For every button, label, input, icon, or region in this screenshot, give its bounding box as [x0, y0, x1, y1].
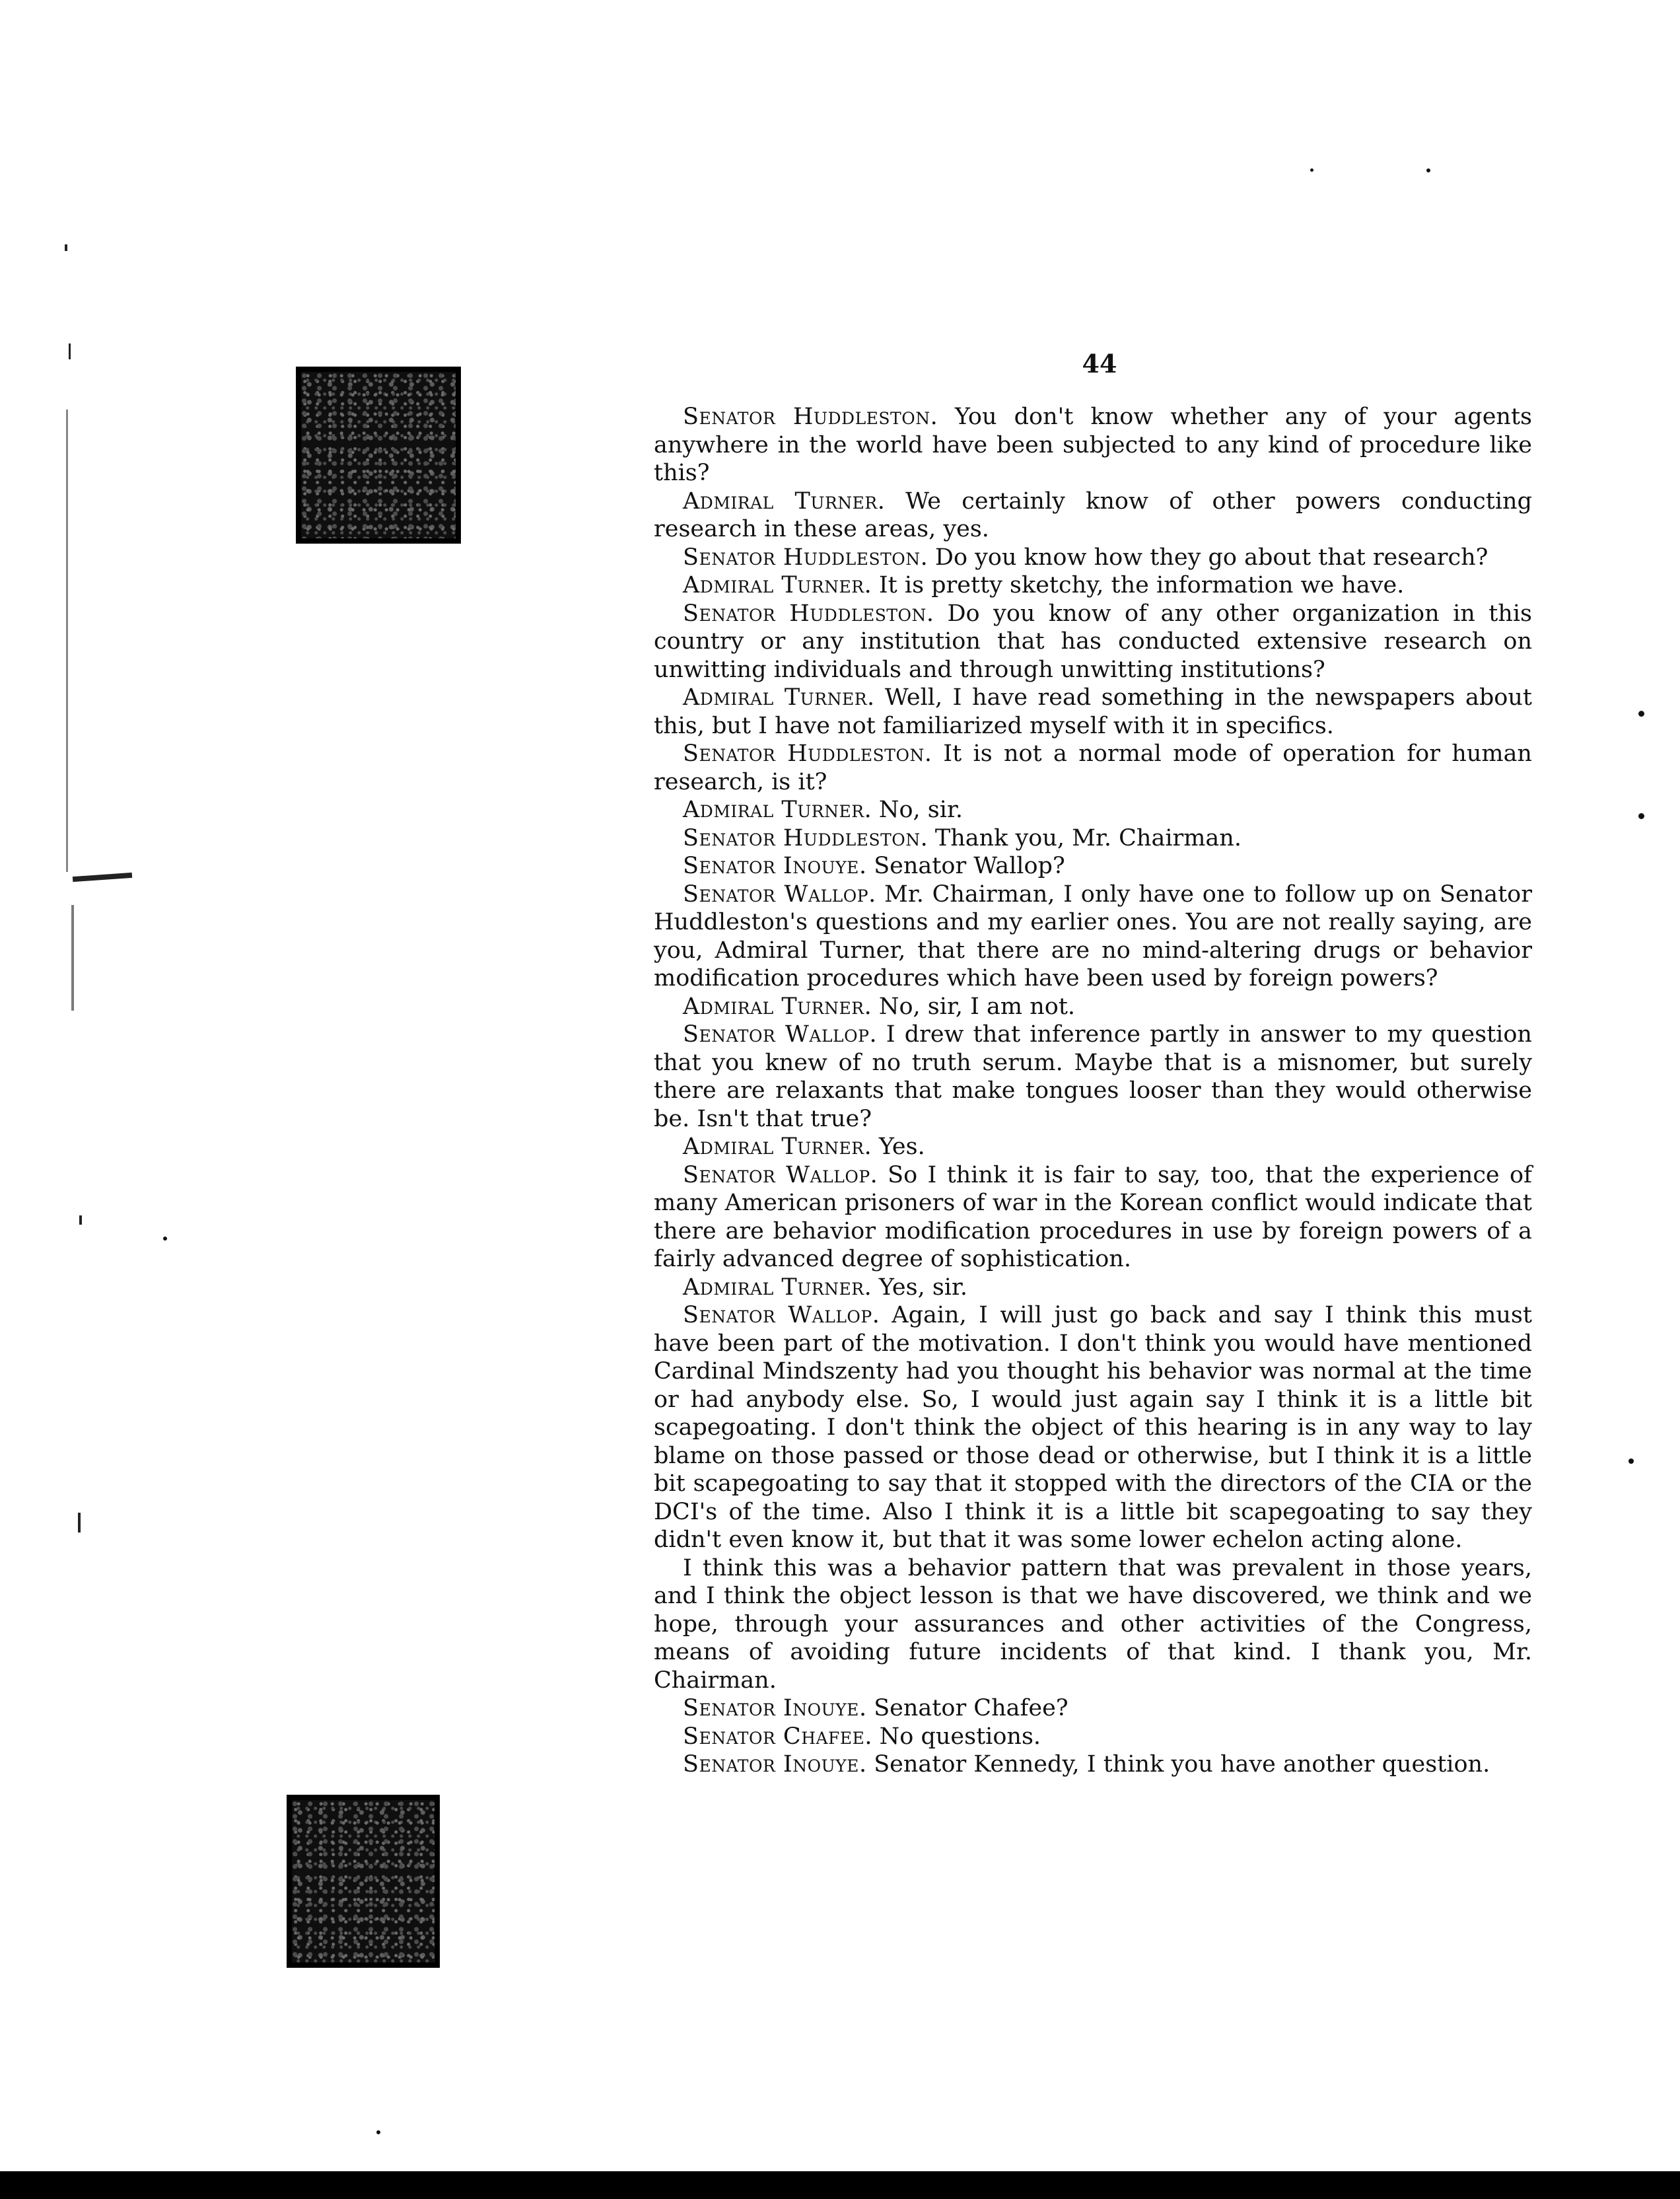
scan-speck [163, 1237, 167, 1241]
scan-dark-block [287, 1795, 440, 1968]
scan-dark-block [296, 367, 461, 544]
scan-speck [1310, 168, 1313, 172]
speech-text: Mr. Chairman, I only have one to follow up on Senator Huddleston's questions and my earlier ones. You are not really saying, are you, Admiral Turner, that there are no mind-altering drugs or behavior modification procedures which have been used by foreign powers? [654, 881, 1532, 991]
speaker-name: Senator Chafee [683, 1723, 865, 1750]
transcript-paragraph: Senator Wallop. Again, I will just go back and say I think this must have been part of the motivation. I don't think you would have mentioned Cardinal Mindszenty had you thought his behavior was normal at the time or had anybody else. So, I would just again say I think it is a little bit scapegoating. I don't think the object of this hearing is in any way to lay blame on those passed or those dead or otherwise, but I think it is a little bit scapegoating to say that it stopped with the directors of the CIA or the DCI's of the time. Also I think it is a little bit scapegoating to say they didn't even know it, but that it was some lower echelon acting alone. [654, 1302, 1532, 1553]
speaker-name: Admiral Turner [683, 1274, 864, 1301]
scan-edge-mark [73, 873, 132, 882]
speaker-name: Senator Inouye [683, 1751, 859, 1778]
speaker-name: Admiral Turner [683, 487, 878, 515]
scan-bottom-edge [0, 2171, 1680, 2199]
page-number: 44 [1082, 349, 1117, 379]
speaker-name: Senator Huddleston [683, 600, 927, 627]
speech-text: Do you know of any other organization in this country or any institution that has conducted extensive research on unwitting individuals and through unwitting institutions? [654, 600, 1532, 683]
speaker-name: Senator Huddleston [683, 404, 930, 430]
transcript-paragraph [654, 1554, 1532, 1695]
transcript-paragraph: Admiral Turner. Yes, sir. [683, 1274, 968, 1301]
speech-text: So I think it is fair to say, too, that the experience of many American prisoners of war in the Korean conflict would indicate that there are behavior modification procedures in use by foreign powers of a fairly advanced degree of sophistication. [654, 1161, 1532, 1272]
speech-text: Thank you, Mr. Chairman. [934, 824, 1242, 851]
scan-edge-mark [71, 905, 74, 1011]
transcript-paragraph: Senator Wallop. I drew that inference partly in answer to my question that you knew of no truth serum. Maybe that is a misnomer, but surely there are relaxants that make tongues looser than they would otherwise be. Isn't that true? [654, 1021, 1532, 1132]
speech-text: Again, I will just go back and say I think this must have been part of the motivation. I don't think you would have mentioned Cardinal Mindszenty had you thought his behavior was normal at the time or had anybody else. So, I would just again say I think it is a little bit scapegoating. I don't think the object of this hearing is in any way to lay blame on those passed or those dead or otherwise, but I think it is a little bit scapegoating to say that it stopped with the directors of the CIA or the DCI's of the time. Also I think it is a little bit scapegoating to say they didn't even know it, but that it was some lower echelon acting alone. [654, 1302, 1532, 1553]
scan-speck [1628, 1459, 1634, 1464]
scan-speck [1638, 813, 1644, 819]
speech-text: No, sir, I am not. [878, 993, 1076, 1020]
speech-text: It is pretty sketchy, the information we have. [878, 572, 1405, 598]
transcript-paragraph: Admiral Turner. We certainly know of other powers conducting research in these areas, yes. [654, 487, 1532, 542]
speech-text: Senator Chafee? [874, 1695, 1068, 1721]
transcript-paragraph: Senator Inouye. Senator Wallop? [683, 853, 1065, 879]
transcript-paragraph: Senator Huddleston. Do you know how they go about that research? [683, 544, 1488, 571]
speech-text: I think this was a behavior pattern that was prevalent in those years, and I think the object lesson is that we have discovered, we think and we hope, through your assurances and other activities of the Congress, means of avoiding future incidents of that kind. I thank you, Mr. Chairman. [654, 1554, 1532, 1694]
scan-edge-mark [66, 410, 68, 872]
speaker-name: Admiral Turner [683, 993, 864, 1020]
transcript-paragraph: Senator Wallop. So I think it is fair to say, too, that the experience of many American prisoners of war in the Korean conflict would indicate that there are behavior modification procedures in use by foreign powers of a fairly advanced degree of sophistication. [654, 1161, 1532, 1272]
speaker-name: Senator Wallop [683, 881, 869, 908]
speech-text: No, sir. [878, 797, 963, 823]
speaker-name: Senator Wallop [683, 1021, 870, 1048]
speech-text: We certainly know of other powers conducting research in these areas, yes. [654, 487, 1532, 542]
scan-edge-mark [65, 244, 67, 251]
transcript-paragraph: Admiral Turner. It is pretty sketchy, the information we have. [683, 572, 1405, 598]
transcript-paragraph: Senator Huddleston. You don't know whether any of your agents anywhere in the world have been subjected to any kind of procedure like this? [654, 404, 1532, 486]
transcript-paragraph: Admiral Turner. No, sir, I am not. [683, 993, 1076, 1020]
transcript-paragraph: Senator Chafee. No questions. [683, 1723, 1041, 1750]
speaker-name: Admiral Turner [683, 572, 864, 598]
transcript-paragraph: Admiral Turner. Well, I have read something in the newspapers about this, but I have not familiarized myself with it in specifics. [654, 684, 1532, 739]
speaker-name: Senator Wallop [683, 1302, 872, 1328]
scan-edge-mark [79, 1215, 82, 1225]
speaker-name: Admiral Turner [683, 684, 868, 711]
scan-edge-mark [78, 1513, 81, 1532]
transcript-paragraph: Senator Huddleston. Thank you, Mr. Chairman. [683, 824, 1242, 851]
speaker-name: Senator Inouye [683, 1695, 859, 1721]
speaker-name: Senator Inouye [683, 853, 859, 879]
transcript-paragraph: Admiral Turner. No, sir. [683, 797, 963, 823]
speech-text: It is not a normal mode of operation for human research, is it? [654, 740, 1532, 795]
transcript-paragraph: Senator Huddleston. Do you know of any other organization in this country or any institution that has conducted extensive research on unwitting individuals and through unwitting institutions? [654, 600, 1532, 683]
speaker-name: Admiral Turner [683, 1134, 864, 1160]
transcript-paragraph: Senator Huddleston. It is not a normal mode of operation for human research, is it? [654, 740, 1532, 795]
scan-texture [292, 1800, 435, 1963]
speech-text: Yes. [878, 1134, 925, 1160]
speaker-name: Senator Wallop [683, 1161, 870, 1188]
speaker-name: Admiral Turner [683, 797, 864, 823]
transcript-paragraph: Senator Wallop. Mr. Chairman, I only have one to follow up on Senator Huddleston's questions and my earlier ones. You are not really saying, are you, Admiral Turner, that there are no mind-altering drugs or behavior modification procedures which have been used by foreign powers? [654, 881, 1532, 991]
scan-speck [376, 2130, 380, 2134]
speaker-name: Senator Huddleston [683, 544, 921, 571]
transcript-paragraph: Senator Inouye. Senator Chafee? [683, 1695, 1068, 1721]
speech-text: Well, I have read something in the newspapers about this, but I have not familiarized myself with it in specifics. [654, 684, 1532, 739]
scan-speck [1638, 711, 1644, 717]
scan-texture [301, 372, 456, 538]
speech-text: I drew that inference partly in answer to my question that you knew of no truth serum. Maybe that is a misnomer, but surely there are relaxants that make tongues looser than they would otherwise be. Isn't that true? [654, 1021, 1532, 1132]
speech-text: Senator Wallop? [874, 853, 1065, 879]
transcript-paragraph: Admiral Turner. Yes. [683, 1134, 925, 1160]
speech-text: No questions. [879, 1723, 1041, 1750]
transcript-paragraph: Senator Inouye. Senator Kennedy, I think you have another question. [683, 1751, 1490, 1778]
scan-speck [1426, 168, 1430, 172]
speech-text: Senator Kennedy, I think you have another question. [874, 1751, 1490, 1778]
speech-text: You don't know whether any of your agents anywhere in the world have been subjected to any kind of procedure like this? [654, 404, 1532, 486]
transcript-body [654, 403, 1532, 1779]
speech-text: Do you know how they go about that research? [934, 544, 1488, 571]
speech-text: Yes, sir. [878, 1274, 968, 1301]
scan-edge-mark [69, 343, 71, 359]
speaker-name: Senator Huddleston [683, 740, 925, 767]
speaker-name: Senator Huddleston [683, 824, 921, 851]
